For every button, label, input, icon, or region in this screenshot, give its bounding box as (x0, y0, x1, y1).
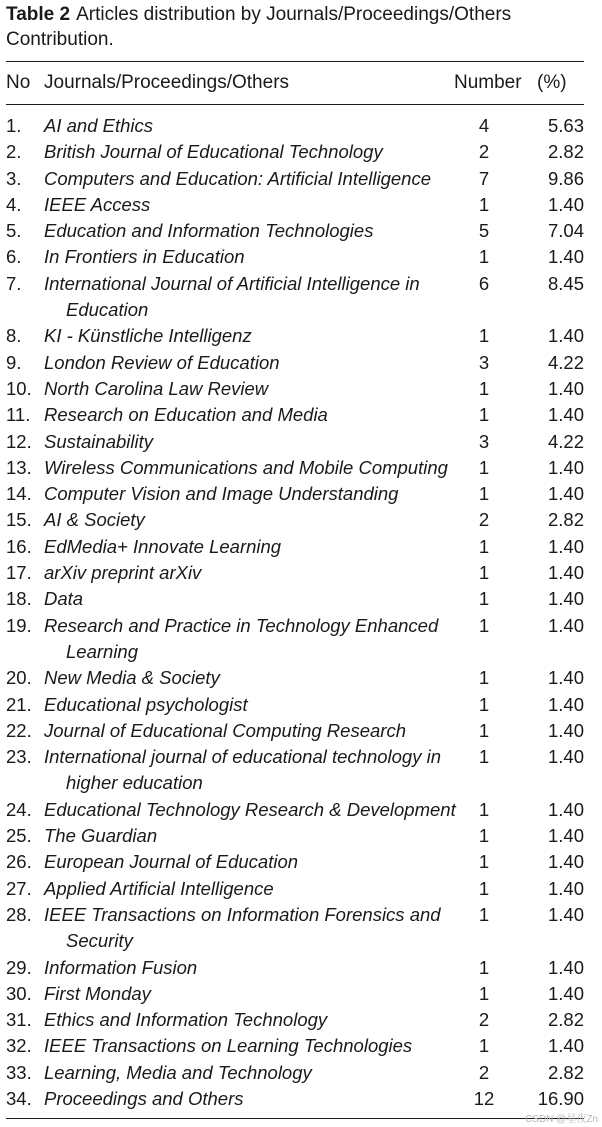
row-journal: International Journal of Artificial Intelligence in Education (44, 272, 420, 321)
row-no: 12. (6, 430, 32, 452)
table-row (6, 218, 584, 244)
row-percent: 1.40 (547, 377, 584, 399)
row-number: 5 (478, 220, 490, 242)
table-row (6, 402, 584, 428)
row-percent: 1.40 (547, 614, 584, 636)
row-journal: British Journal of Educational Technology (44, 141, 383, 163)
row-percent: 1.40 (547, 825, 584, 847)
row-number: 4 (478, 115, 490, 136)
row-journal: Journal of Educational Computing Research (44, 719, 406, 741)
row-journal: In Frontiers in Education (44, 246, 245, 268)
row-number: 1 (478, 956, 490, 978)
row-journal: Educational Technology Research & Development (44, 798, 456, 820)
row-percent: 1.40 (547, 982, 584, 1004)
row-percent: 16.90 (537, 1087, 584, 1109)
row-percent: 1.40 (547, 456, 584, 478)
row-no: 10. (6, 377, 32, 399)
row-journal: European Journal of Education (44, 851, 299, 873)
row-number: 6 (478, 272, 490, 294)
row-journal: New Media & Society (44, 667, 220, 689)
row-number: 1 (478, 614, 490, 636)
row-number: 1 (478, 798, 490, 820)
row-number: 7 (478, 167, 490, 189)
row-no: 20. (6, 667, 32, 689)
watermark: CSDN @星夜Zn (525, 1114, 598, 1125)
row-number: 3 (478, 351, 490, 373)
row-journal: AI & Society (44, 509, 145, 531)
row-journal: Research and Practice in Technology Enhanced Learning (44, 614, 439, 662)
row-no: 22. (6, 719, 32, 741)
row-no: 14. (6, 483, 32, 505)
row-journal: Research on Education and Media (44, 404, 328, 426)
row-no: 16. (6, 535, 32, 557)
row-journal: IEEE Access (44, 193, 151, 215)
row-percent: 8.45 (547, 272, 584, 294)
row-number: 1 (478, 377, 490, 399)
table-row (6, 849, 584, 875)
table-row (6, 350, 584, 376)
row-number: 2 (478, 509, 490, 531)
row-percent: 7.04 (547, 220, 584, 242)
row-percent: 5.63 (547, 115, 584, 136)
row-no: 21. (6, 693, 32, 715)
table-row (6, 244, 584, 270)
row-number: 1 (478, 325, 490, 347)
row-number: 12 (473, 1087, 495, 1109)
table-row (6, 455, 584, 481)
row-journal: First Monday (44, 982, 151, 1004)
row-no: 13. (6, 456, 32, 478)
row-percent: 1.40 (547, 562, 584, 584)
row-percent: 2.82 (547, 1061, 584, 1083)
table-row (6, 1060, 584, 1086)
table-header-row (6, 70, 584, 96)
row-journal: Ethics and Information Technology (44, 1009, 328, 1031)
row-journal: London Review of Education (44, 351, 280, 373)
row-percent: 1.40 (547, 798, 584, 820)
table-row (6, 586, 584, 612)
row-number: 1 (478, 851, 490, 873)
row-journal: The Guardian (44, 825, 158, 847)
row-percent: 1.40 (547, 746, 584, 768)
row-no: 33. (6, 1061, 32, 1083)
row-number: 1 (478, 982, 490, 1004)
row-number: 1 (478, 693, 490, 715)
table-row (6, 692, 584, 718)
row-journal: Educational psychologist (44, 693, 248, 715)
row-percent: 1.40 (547, 1035, 584, 1057)
row-percent: 2.82 (547, 509, 584, 531)
header-percent: (%) (537, 72, 567, 93)
header-no: No (6, 72, 31, 93)
row-number: 1 (478, 483, 490, 505)
row-no: 31. (6, 1009, 32, 1031)
row-percent: 2.82 (547, 141, 584, 163)
row-number: 1 (478, 667, 490, 689)
row-no: 5. (6, 220, 22, 242)
table-row (6, 139, 584, 165)
row-percent: 1.40 (547, 693, 584, 715)
row-number: 1 (478, 877, 490, 899)
row-number: 1 (478, 562, 490, 584)
row-percent: 2.82 (547, 1009, 584, 1031)
table-row (6, 823, 584, 849)
row-percent: 1.40 (547, 193, 584, 215)
row-number: 1 (478, 1035, 490, 1057)
row-journal: Data (44, 588, 84, 610)
row-no: 25. (6, 825, 32, 847)
row-percent: 1.40 (547, 246, 584, 268)
row-percent: 1.40 (547, 851, 584, 873)
row-percent: 1.40 (547, 483, 584, 505)
row-number: 2 (478, 141, 490, 163)
row-number: 2 (478, 1061, 490, 1083)
table-body (6, 113, 584, 1112)
table-row (6, 981, 584, 1007)
table-top-rule (6, 61, 584, 62)
row-no: 7. (6, 272, 22, 294)
row-journal: IEEE Transactions on Information Forensics and Security (44, 903, 441, 952)
row-no: 15. (6, 509, 32, 531)
header-journal: Journals/Proceedings/Others (44, 72, 290, 93)
table-row (6, 271, 584, 324)
table-row (6, 507, 584, 533)
row-journal: Proceedings and Others (44, 1087, 244, 1109)
row-percent: 1.40 (547, 877, 584, 899)
row-percent: 1.40 (547, 535, 584, 557)
row-number: 3 (478, 430, 490, 452)
row-journal: International journal of educational technology in higher education (44, 746, 442, 794)
table-row (6, 323, 584, 349)
table-row (6, 902, 584, 955)
row-percent: 1.40 (547, 903, 584, 925)
table-row (6, 744, 584, 797)
row-no: 6. (6, 246, 22, 268)
row-percent: 1.40 (547, 588, 584, 610)
row-journal: IEEE Transactions on Learning Technologies (44, 1035, 413, 1057)
row-percent: 1.40 (547, 325, 584, 347)
row-no: 27. (6, 877, 32, 899)
table-header-rule (6, 104, 584, 105)
row-number: 1 (478, 719, 490, 741)
row-no: 23. (6, 746, 32, 768)
table-row (6, 955, 584, 981)
row-journal: KI - Künstliche Intelligenz (44, 325, 252, 347)
table-row (6, 797, 584, 823)
row-number: 1 (478, 825, 490, 847)
table-caption-text: Articles distribution by Journals/Proceedings/Others Contribution. (6, 4, 512, 50)
row-journal: Computer Vision and Image Understanding (44, 483, 399, 505)
table-row (6, 166, 584, 192)
row-journal: arXiv preprint arXiv (44, 562, 202, 584)
row-number: 1 (478, 456, 490, 478)
row-no: 2. (6, 141, 22, 163)
table-row (6, 718, 584, 744)
row-number: 1 (478, 246, 490, 268)
table-row (6, 1033, 584, 1059)
header-number: Number (454, 72, 522, 93)
table-row (6, 113, 584, 139)
table-row (6, 192, 584, 218)
row-percent: 1.40 (547, 667, 584, 689)
row-journal: Applied Artificial Intelligence (44, 877, 274, 899)
row-no: 28. (6, 903, 32, 925)
row-percent: 4.22 (547, 351, 584, 373)
row-number: 1 (478, 535, 490, 557)
row-no: 1. (6, 115, 22, 136)
table-caption-label: Table 2 (6, 4, 71, 25)
table-row (6, 1086, 584, 1112)
row-number: 1 (478, 404, 490, 426)
row-journal: Information Fusion (44, 956, 198, 978)
table-row (6, 613, 584, 666)
row-number: 2 (478, 1009, 490, 1031)
table-caption (6, 2, 586, 52)
row-no: 18. (6, 588, 32, 610)
row-journal: North Carolina Law Review (44, 377, 269, 399)
row-number: 1 (478, 588, 490, 610)
row-journal: Sustainability (44, 430, 154, 452)
row-number: 1 (478, 903, 490, 925)
row-percent: 1.40 (547, 719, 584, 741)
row-no: 3. (6, 167, 22, 189)
row-no: 32. (6, 1035, 32, 1057)
row-no: 26. (6, 851, 32, 873)
row-no: 4. (6, 193, 22, 215)
row-percent: 9.86 (547, 167, 584, 189)
row-no: 11. (6, 404, 31, 426)
row-no: 34. (6, 1087, 32, 1109)
row-no: 24. (6, 798, 32, 820)
row-no: 29. (6, 956, 32, 978)
row-journal: Wireless Communications and Mobile Computing (44, 456, 448, 478)
table-row (6, 376, 584, 402)
table-row (6, 876, 584, 902)
table-row (6, 665, 584, 691)
row-number: 1 (478, 746, 490, 768)
row-journal: Computers and Education: Artificial Intelligence (44, 167, 431, 189)
table-bottom-rule (6, 1118, 584, 1119)
row-no: 30. (6, 982, 32, 1004)
row-journal: Learning, Media and Technology (44, 1061, 312, 1083)
row-no: 8. (6, 325, 22, 347)
row-number: 1 (478, 193, 490, 215)
row-percent: 1.40 (547, 404, 584, 426)
row-no: 9. (6, 351, 22, 373)
table-row (6, 481, 584, 507)
table-row (6, 560, 584, 586)
table-row (6, 534, 584, 560)
row-percent: 1.40 (547, 956, 584, 978)
row-journal: AI and Ethics (44, 115, 154, 136)
row-no: 19. (6, 614, 32, 636)
row-no: 17. (6, 562, 32, 584)
table-row (6, 1007, 584, 1033)
row-percent: 4.22 (547, 430, 584, 452)
row-journal: EdMedia+ Innovate Learning (44, 535, 282, 557)
table-row (6, 429, 584, 455)
row-journal: Education and Information Technologies (44, 220, 374, 242)
